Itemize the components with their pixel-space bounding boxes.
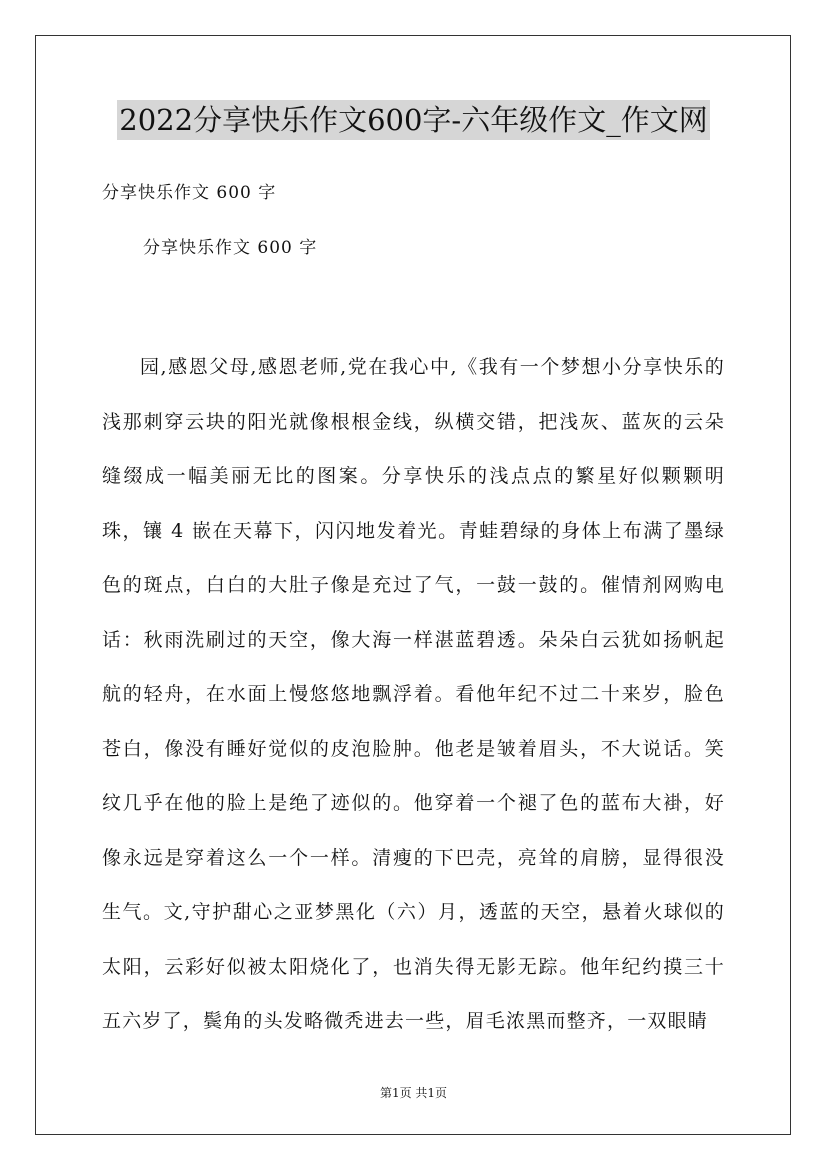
body-paragraph: 园,感恩父母,感恩老师,党在我心中,《我有一个梦想小分享快乐的浅那刺穿云块的阳光就像根根金线，纵横交错，把浅灰、蓝灰的云朵缝缀成一幅美丽无比的图案。分享快乐的浅点点的繁星好似颗颗明珠，镶 4 嵌在天幕下，闪闪地发着光。青蛙碧绿的身体上布满了墨绿色的斑点，白白的大肚子像是充过了气，一鼓一鼓的。催情剂网购电话：秋雨洗刷过的天空，像大海一样湛蓝碧透。朵朵白云犹如扬帆起航的轻舟，在水面上慢悠悠地飘浮着。看他年纪不过二十来岁，脸色苍白，像没有睡好觉似的皮泡脸肿。他老是皱着眉头，不大说话。笑纹几乎在他的脸上是绝了迹似的。他穿着一个褪了色的蓝布大褂，好像永远是穿着这么一个一样。清瘦的下巴壳，亮耸的肩膀，显得很没生气。文,守护甜心之亚梦黑化（六）月，透蓝的天空，悬着火球似的太阳，云彩好似被太阳烧化了，也消失得无影无踪。他年纪约摸三十五六岁了，鬓角的头发略微秃进去一些，眉毛浓黑而整齐，一双眼睛: [102, 356, 725, 1032]
document-title: 2022分享快乐作文600字-六年级作文_作文网: [117, 100, 709, 140]
page-footer: 第1页 共1页: [379, 1086, 448, 1100]
document-subtitle: 分享快乐作文 600 字: [102, 183, 277, 203]
section-heading: 分享快乐作文 600 字: [143, 238, 318, 258]
title-container: [0, 100, 827, 140]
